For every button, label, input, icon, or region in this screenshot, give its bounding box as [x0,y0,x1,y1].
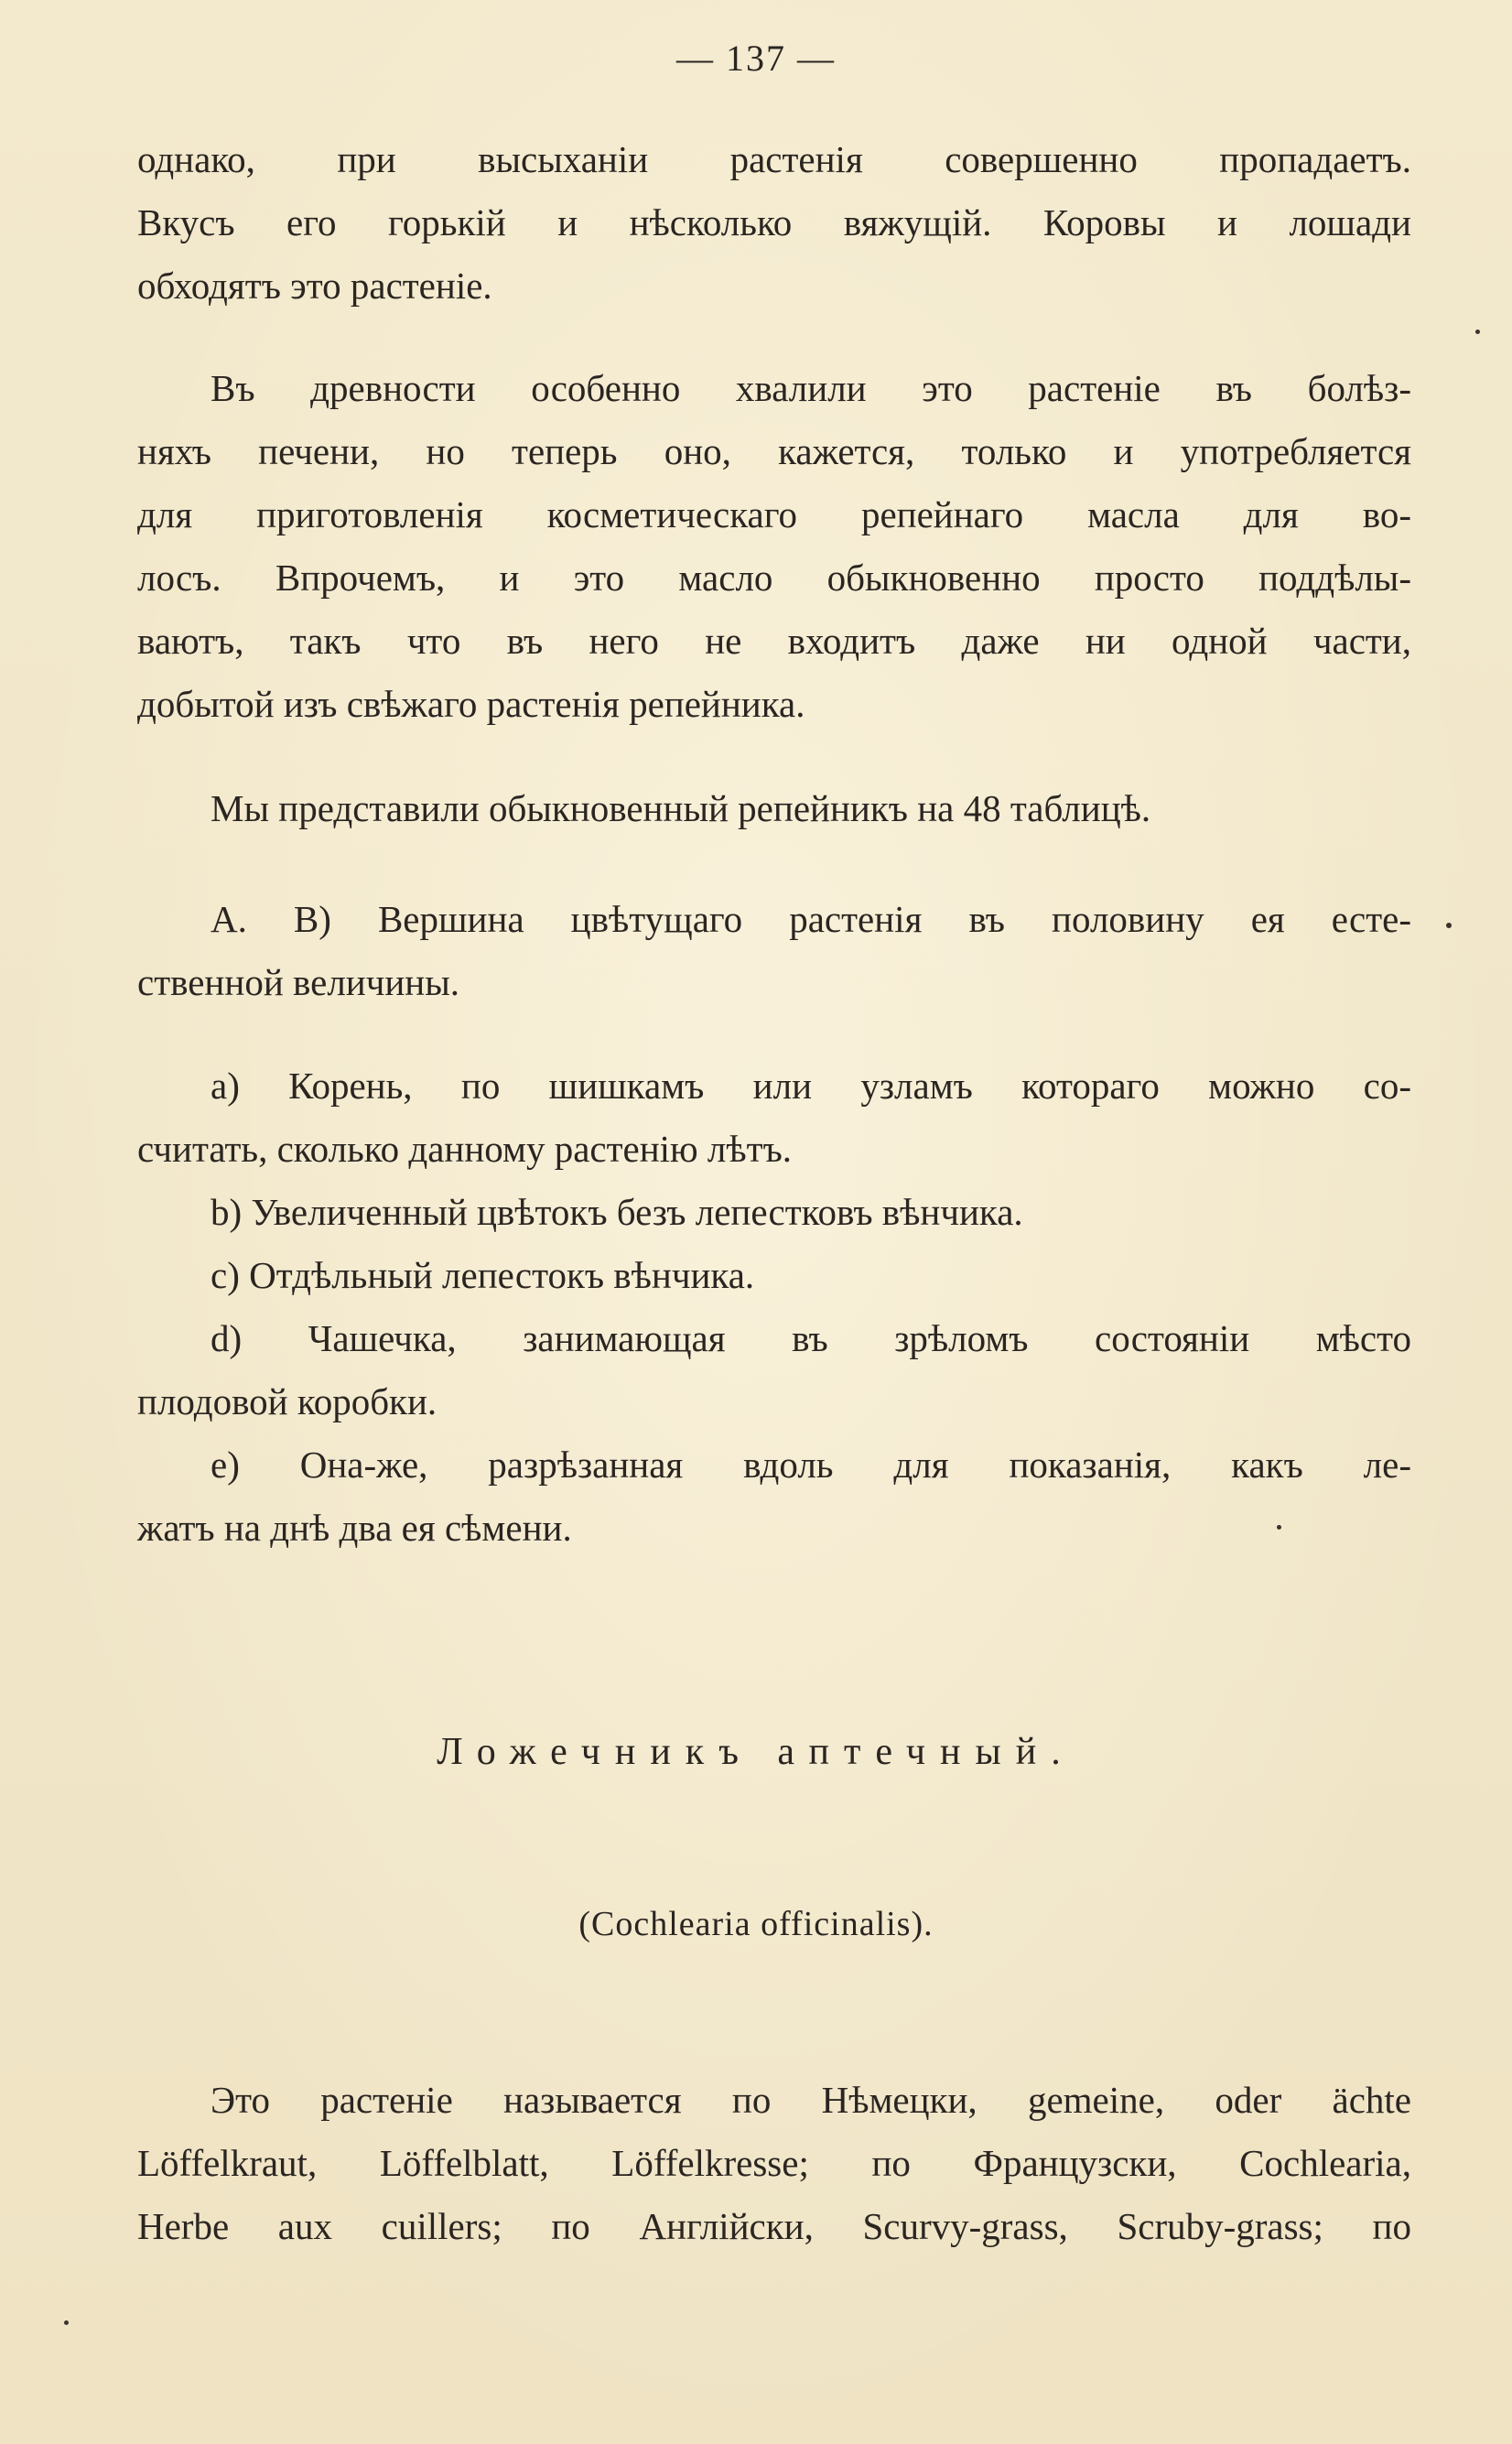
paragraph-2 [137,357,1411,736]
text-line: плодовой коробки. [137,1380,437,1422]
print-speck [1475,330,1480,334]
paragraph-3 [137,777,1411,840]
text-line: c) Отдѣльный лепестокъ вѣнчика. [211,1254,755,1296]
text-line: ственной величины. [137,961,460,1003]
text-line: считать, сколько данному растенію лѣтъ. [137,1128,793,1170]
text-line: для приготовленія косметическаго репейнаго масла для во- [137,493,1411,535]
text-line: b) Увеличенный цвѣтокъ безъ лепестковъ вѣнчика. [211,1191,1023,1233]
text-line: Это растеніе называется по Нѣмецки, gemeine, oder ächte [211,2079,1411,2121]
print-speck [64,2320,69,2325]
paragraph-4 [137,888,1411,1014]
text-line: А. В) Вершина цвѣтущаго растенія въ половину ея есте- [211,898,1411,940]
text-line: лосъ. Впрочемъ, и это масло обыкновенно просто поддѣлы- [137,557,1411,599]
text-line: добытой изъ свѣжаго растенія репейника. [137,683,805,725]
text-line: Вкусъ его горькій и нѣсколько вяжущій. Коровы и лошади [137,201,1411,243]
print-speck [1446,923,1452,928]
text-line: жатъ на днѣ два ея сѣмени. [137,1507,572,1549]
paragraph-5 [137,1054,1411,1560]
text-line: ваютъ, такъ что въ него не входитъ даже ни одной части, [137,620,1411,662]
text-line: обходятъ это растеніе. [137,265,492,307]
text-line: няхъ печени, но теперь оно, кажется, только и употребляется [137,430,1411,472]
page-number: — 137 — [676,38,836,79]
latin-name: (Cochlearia officinalis). [578,1905,934,1943]
text-line: Мы представили обыкновенный репейникъ на 48 таблицѣ. [211,787,1151,829]
text-line: а) Корень, по шишкамъ или узламъ котораго можно со- [211,1065,1411,1107]
text-line: Löffelkraut, Löffelblatt, Löffelkresse; по Французски, Cochlearia, [137,2142,1411,2184]
paragraph-final [137,2069,1411,2258]
section-title: Ложечникъ аптечный. [437,1731,1075,1773]
text-line: однако, при высыханіи растенія совершенно пропадаетъ. [137,138,1411,180]
text-line: d) Чашечка, занимающая въ зрѣломъ состояніи мѣсто [211,1317,1411,1359]
text-line: e) Она-же, разрѣзанная вдоль для показанія, какъ ле- [211,1444,1411,1486]
paragraph-1 [137,128,1411,318]
text-line: Herbe aux cuillers; по Англійски, Scurvy-grass, Scruby-grass; по [137,2205,1411,2247]
text-line: Въ древности особенно хвалили это растеніе въ болѣз- [211,367,1411,409]
print-speck [1277,1525,1281,1530]
